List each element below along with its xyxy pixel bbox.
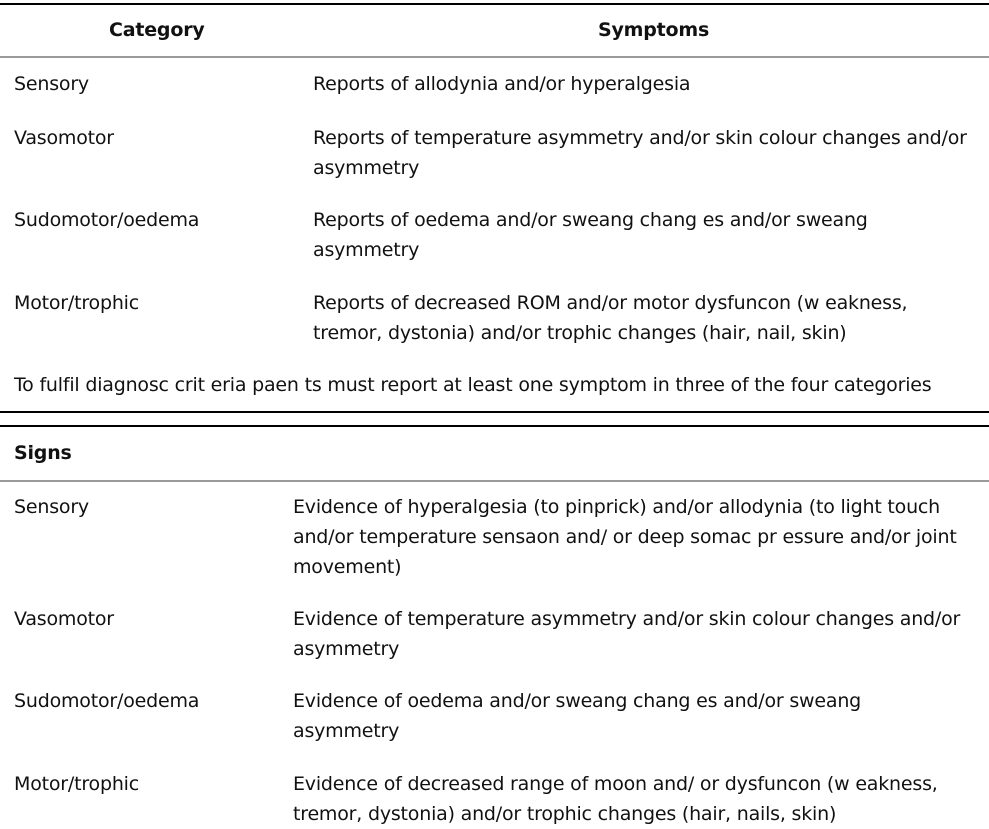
symptom-line: Reports of temperature asymmetry and/or skin colour changes and/or (313, 127, 967, 149)
signs-header-divider (0, 480, 989, 482)
symptom-description-sensory (313, 69, 690, 99)
symptoms-header: Symptoms (598, 19, 710, 41)
sign-category-vasomotor: Vasomotor (14, 608, 114, 630)
sign-description-motor (293, 769, 938, 829)
symptom-category-motor: Motor/trophic (14, 292, 140, 314)
symptom-description-motor (313, 288, 907, 348)
sign-category-motor: Motor/trophic (14, 773, 140, 795)
diagnostic-criteria-note: To fulfil diagnosc crit eria paen ts must report at least one symptom in three of the four categories (14, 374, 932, 396)
symptom-line: asymmetry (313, 239, 420, 261)
symptom-description-sudomotor (313, 205, 868, 265)
sign-line: tremor, dystonia) and/or trophic changes (hair, nails, skin) (293, 803, 837, 825)
header-divider (0, 56, 989, 58)
sign-category-sudomotor: Sudomotor/oedema (14, 690, 200, 712)
sign-description-sensory (293, 492, 957, 582)
sign-description-sudomotor (293, 686, 861, 746)
category-header: Category (109, 19, 205, 41)
sign-description-vasomotor (293, 604, 960, 664)
symptom-line: Reports of oedema and/or sweang chang es and/or sweang (313, 209, 868, 231)
symptom-line: Reports of allodynia and/or hyperalgesia (313, 73, 691, 95)
signs-table-top-rule (0, 425, 989, 427)
symptom-line: Reports of decreased ROM and/or motor dysfuncon (w eakness, (313, 292, 908, 314)
sign-line: Evidence of decreased range of moon and/ or dysfuncon (w eakness, (293, 773, 938, 795)
sign-line: movement) (293, 556, 402, 578)
symptom-description-vasomotor (313, 123, 967, 183)
sign-line: Evidence of hyperalgesia (to pinprick) and/or allodynia (to light touch (293, 496, 941, 518)
sign-line: Evidence of temperature asymmetry and/or skin colour changes and/or (293, 608, 961, 630)
symptom-category-vasomotor: Vasomotor (14, 127, 114, 149)
symptom-line: tremor, dystonia) and/or trophic changes (hair, nail, skin) (313, 322, 847, 344)
symptom-category-sudomotor: Sudomotor/oedema (14, 209, 200, 231)
symptom-category-sensory: Sensory (14, 73, 89, 95)
sign-category-sensory: Sensory (14, 496, 89, 518)
sign-line: asymmetry (293, 720, 400, 742)
signs-header: Signs (14, 442, 72, 464)
top-rule (0, 3, 989, 5)
symptom-line: asymmetry (313, 157, 420, 179)
sign-line: and/or temperature sensaon and/ or deep somac pr essure and/or joint (293, 526, 957, 548)
sign-line: asymmetry (293, 638, 400, 660)
symptoms-table-bottom-rule (0, 411, 989, 413)
sign-line: Evidence of oedema and/or sweang chang es and/or sweang (293, 690, 862, 712)
